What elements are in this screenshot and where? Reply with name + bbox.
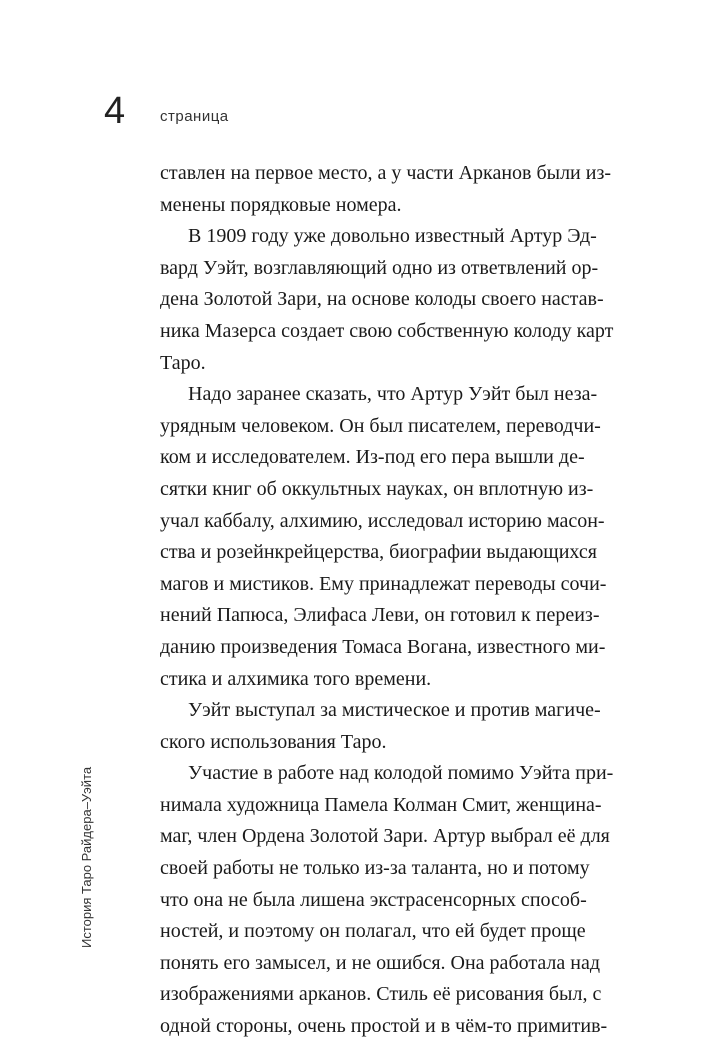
text-line: ства и розейнкрейцерства, биографии выдающихся (160, 541, 597, 564)
text-line: учал каббалу, алхимию, исследовал историю масон- (160, 509, 605, 532)
text-line: менены порядковые номера. (160, 193, 402, 216)
text-line: нений Папюса, Элифаса Леви, он готовил к переиз- (160, 604, 600, 627)
text-line: сятки книг об оккультных науках, он вплотную из- (160, 477, 594, 500)
side-caption: История Таро Райдера–Уэйта (79, 766, 94, 948)
text-line: В 1909 году уже довольно известный Артур Эд- (188, 225, 597, 248)
text-line: изображениями арканов. Стиль её рисования был, с (160, 983, 602, 1006)
text-line: ком и исследователем. Из-под его пера вышли де- (160, 446, 585, 469)
text-line: дена Золотой Зари, на основе колоды своего настав- (160, 288, 604, 311)
text-line: Таро. (160, 351, 206, 374)
text-line: Участие в работе над колодой помимо Уэйта при- (188, 762, 614, 785)
text-line: своей работы не только из-за таланта, но и потому (160, 857, 590, 880)
text-line: что она не была лишена экстрасенсорных способ- (160, 888, 587, 911)
text-line: магов и мистиков. Ему принадлежат переводы сочи- (160, 572, 607, 595)
text-line: стика и алхимика того времени. (160, 667, 432, 690)
text-line: понять его замысел, и не ошибся. Она работала над (160, 951, 600, 974)
running-head: страница (160, 108, 229, 125)
text-line: вард Уэйт, возглавляющий одно из ответвлений ор- (160, 256, 599, 279)
text-line: ставлен на первое место, а у части Арканов были из- (160, 162, 612, 184)
text-line: нимала художница Памела Колман Смит, женщина- (160, 793, 602, 816)
text-line: урядным человеком. Он был писателем, переводчи- (160, 414, 601, 437)
text-line: ностей, и поэтому он полагал, что ей будет проще (160, 920, 586, 943)
text-line: ского использования Таро. (160, 730, 387, 753)
text-line: Надо заранее сказать, что Артур Уэйт был неза- (188, 383, 598, 406)
text-line: ника Мазерса создает свою собственную колоду карт (160, 319, 614, 342)
text-line: маг, член Ордена Золотой Зари. Артур выбрал её для (160, 825, 610, 848)
page-number: 4 (104, 90, 126, 132)
text-line: данию произведения Томаса Вогана, известного ми- (160, 635, 606, 658)
text-line: одной стороны, очень простой и в чём-то примитив- (160, 1015, 608, 1038)
body-text (160, 158, 614, 1043)
text-line: Уэйт выступал за мистическое и против магиче- (188, 699, 601, 722)
